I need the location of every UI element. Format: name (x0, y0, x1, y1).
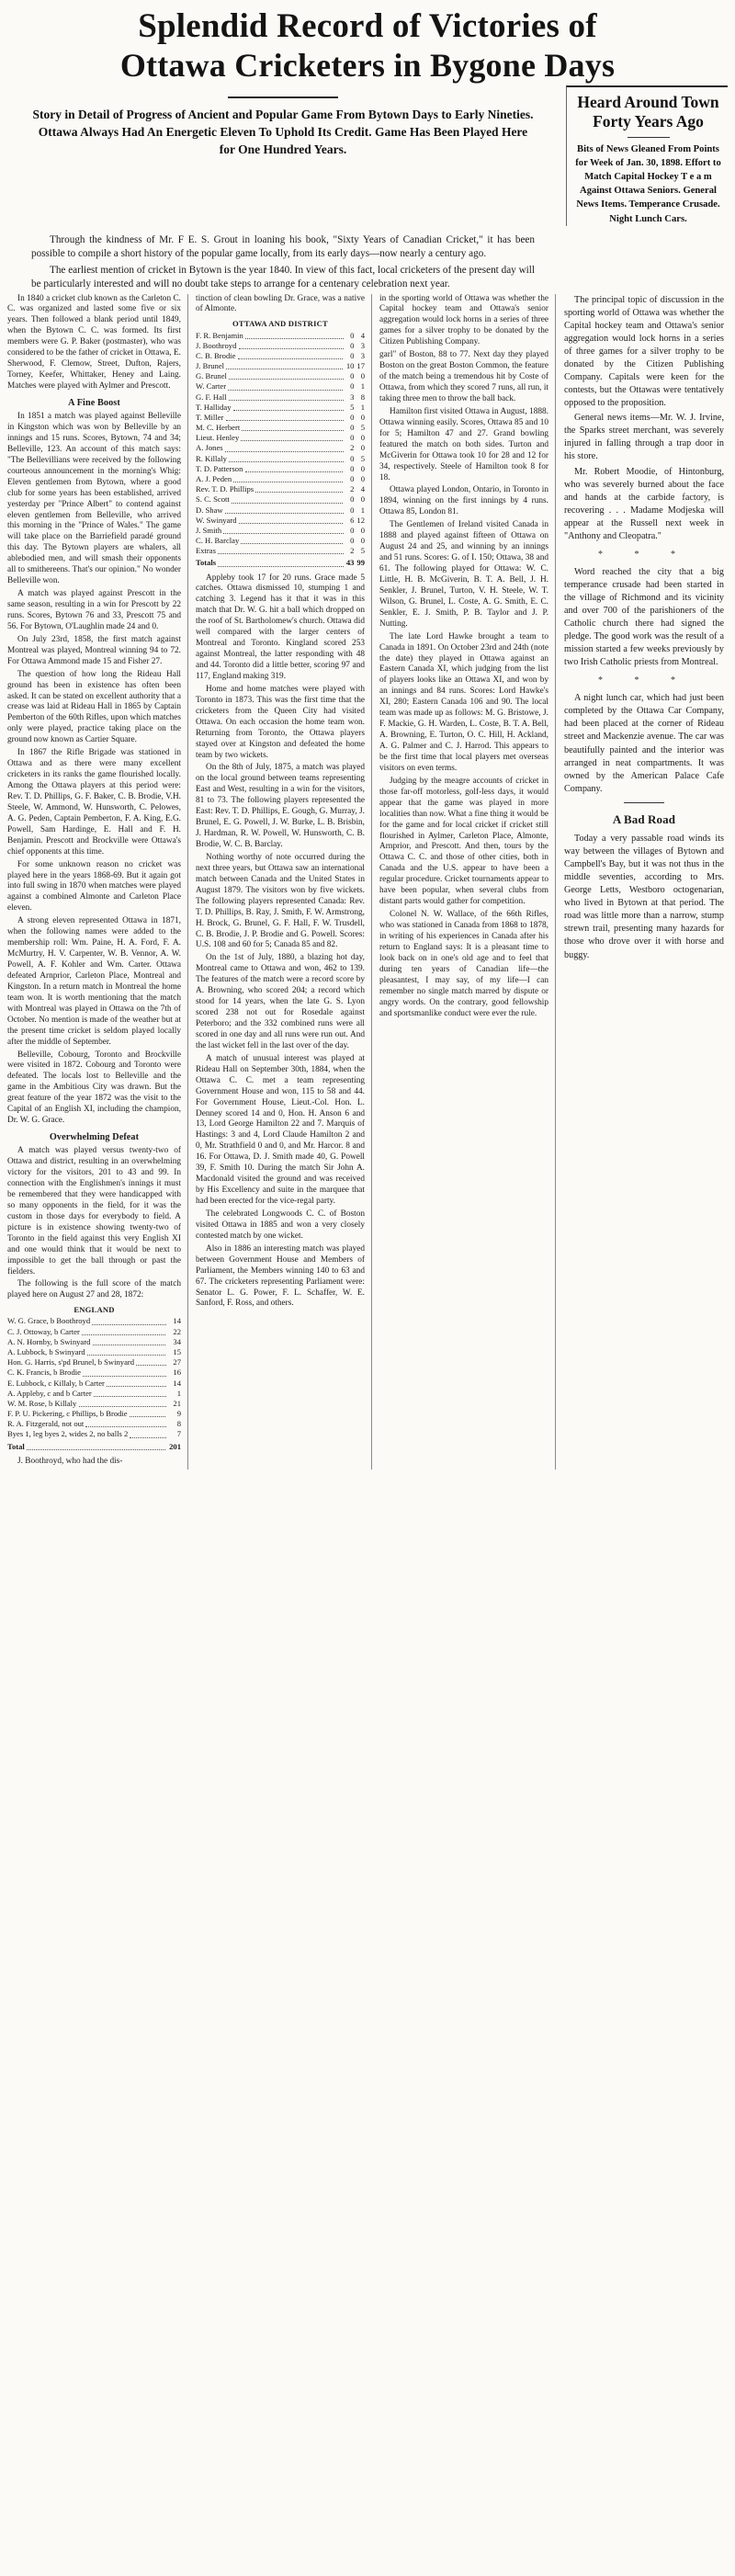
body-columns (0, 294, 735, 1479)
innings-1: 6 (350, 515, 355, 525)
c2-top-paragraph: tinction of clean bowling Dr. Grace, was a native of Almonte. (196, 293, 365, 314)
c1-para-1: In 1851 a match was played against Belleville in Kingston which was won by Belleville by an innings and 15 runs. Scores, Bytown, 74 and 34; Belleville, 123. An account of this match says: "The Bellevillians were received by the following courteous announcement in the morning's Whig: Eleven gentlemen from Bytown, where a good club for some years has been established, arrived yesterday per "Prince Albert" to contend against eleven gentlemen from Belleville, who arrived this morning in the "Prince of Wales." The game will take place on the Barriefield paradé ground this day. The Bytown players are whalers, all ablebodied men, and will smash their opponents all to smithereens. That's our opinion." No wonder Belleville won. (7, 412, 181, 586)
dot-leader (226, 420, 344, 421)
innings-1: 0 (350, 423, 355, 433)
c1-footer-paragraph: J. Boothroyd, who had the dis- (17, 1456, 123, 1466)
dot-leader (82, 1334, 166, 1335)
batsman-score: 16 (173, 1367, 181, 1378)
table-row-total (7, 1440, 181, 1452)
table-row (196, 403, 365, 413)
lead-block (7, 230, 559, 294)
page-headline (0, 0, 735, 85)
sidebar-para-2: General news items—Mr. W. J. Irvine, the Sparks street merchant, was severely injured in falling through a trap door in his store. (564, 413, 724, 462)
dot-leader (218, 566, 344, 567)
batsman-name: W. M. Rose, b Killaly (7, 1398, 77, 1408)
player-name: Lieut. Henley (196, 433, 240, 443)
innings-2: 3 (360, 340, 365, 350)
c1-para-3: On July 23rd, 1858, the first match against Montreal was played, Montreal winning 94 to 72. For Ottawa Ammond made 15 and Fisher 27. (7, 634, 181, 666)
innings-2: 5 (360, 423, 365, 433)
innings-2: 8 (360, 392, 365, 402)
column-two (187, 294, 371, 1470)
dot-leader (218, 553, 344, 554)
player-name: T. D. Patterson (196, 463, 243, 473)
ottawa-district-scorecard (196, 319, 365, 568)
dot-leader (225, 451, 344, 452)
c1-para-5: In 1867 the Rifle Brigade was stationed in Ottawa and as there were many excellent cricketers in its ranks the game flourished locally. Among the Ottawa players at this period were: Rev. T. D. Phillips, G. F. Baker, C. B. Brodie, V.H. Steele, W. Ammond, W. Hunsworth, C. Pelowes, A. G. Peden, Captain Pemberton, F. A. King, E.G. Powell, Sam Hardinge, E. Hall and F. H. Benjamin. Prescott and Brockville were Ottawa's chief opponents at this time. (7, 748, 181, 857)
england-scorecard-body (7, 1316, 181, 1451)
dot-leader (94, 1396, 166, 1397)
dot-leader (242, 430, 343, 431)
c2-scorecard-note: Appleby took 17 for 20 runs. Grace made 5 catches. Ottawa dismissed 10, stumping 1 and catching 3. Legend has it that it was in this match that Dr. W. G. hit a ball which dropped on the roof of St. Bartholomew's church. Ottawa did well compared with the larger centers of Montreal and Toronto. Kingland scored 253 against Montreal, the latter responding with 48 and 44. Toronto did a little better, scoring 97 and 117, England making 319. (196, 573, 365, 681)
sidebar-star-divider-2: * * * (598, 675, 690, 687)
dot-leader (255, 492, 344, 493)
table-row (7, 1379, 181, 1389)
innings-1: 2 (350, 546, 355, 556)
innings-2: 0 (360, 473, 365, 483)
sidebar-star-divider-1: * * * (598, 550, 690, 561)
table-row (7, 1367, 181, 1378)
player-name: A. J. Peden (196, 473, 232, 483)
table-row (196, 505, 365, 516)
table-row (196, 464, 365, 474)
player-name: F. R. Benjamin (196, 330, 243, 340)
sidebar-column (555, 294, 728, 1470)
player-name: J. Boothroyd (196, 340, 237, 350)
innings-2: 1 (360, 381, 365, 392)
extras-score: 7 (176, 1429, 181, 1439)
table-row (196, 526, 365, 536)
innings-1: 0 (350, 350, 355, 360)
batsman-name: R. A. Fitzgerald, not out (7, 1419, 85, 1429)
innings-1: 0 (350, 433, 355, 443)
table-row (7, 1419, 181, 1429)
table-row (196, 484, 365, 494)
divider-rule (228, 96, 338, 98)
dot-leader (136, 1365, 166, 1366)
england-scorecard (7, 1305, 181, 1451)
c1-para-6: For some unknown reason no cricket was played here in the years 1868-69. But it again got into full swing in 1870 when matches were played against a combined Almonte and Carleton Place eleven. (7, 859, 181, 914)
table-row (196, 443, 365, 453)
innings-2: 4 (360, 330, 365, 340)
total-innings-2: 99 (356, 558, 365, 568)
c1-para-7: A strong eleven represented Ottawa in 1871, when the following names were added to the membership roll: Wm. Paine, H. A. Ford, F. A. McMurtry, H. V. Carpenter, W. B. Vennor, A. W. Powell, A. F. Kohler and Wm. Carter. Ottawa defeated Arnprior, Carleton Place, Montreal and Kingston. In a return match in Montreal the home team won. It is worth mentioning that the match with Montreal was played in Ottawa on the 7th of October. No mention is made of the weather but at the present time cricket is seldom played locally after the middle of September. (7, 916, 181, 1047)
c2-para-3: Nothing worthy of note occurred during the next three years, but Ottawa saw an international match between Canada and the United States in August 1879. The visitors won by five wickets. The following players represented Canada: Rev. T. D. Phillips, B. Ray, J. Smith, F. W. Armstrong, H. Brock, G. Brunel, G. F. Hall, F. W. Trusdell, C. B. Brodie, J. P. Brodie and G. Powell. Scores: U.S. 108 and 60 for 5; Canada 85 and 82. (196, 852, 365, 950)
table-row (7, 1409, 181, 1419)
innings-1: 5 (350, 402, 355, 412)
batsman-name: A. Appleby, c and b Carter (7, 1388, 92, 1398)
total-score: 201 (169, 1441, 181, 1451)
batsman-score: 14 (173, 1316, 181, 1326)
dot-leader (79, 1406, 167, 1407)
c3-para-3: Hamilton first visited Ottawa in August, 1888. Ottawa winning easily. Scores, Ottawa 85 and 10 for 5; Hamilton 47 and 27. Grand bowling featured the match on both sides. Turton and McGiverin for Ottawa took 10 for 28 and 12 for 34, respectively. Steele of Hamilton took 8 for 18. (379, 406, 548, 482)
innings-1: 0 (350, 494, 355, 505)
c3-para-7: Judging by the meagre accounts of cricket in those far-off motorless, golf-less days, it would appear that the game was played in more localities than now. What a fine thing it would be for the game and for local cricket if cricket still flourished in Aylmer, Carleton Place, Almonte, Arnprior, and Prescott. And then, tours by the Ottawa C. C. and those of other cities, both in Canada and the U.S. appear to have been a regular procedure. Cricket tournaments appear to have been popular, when several clubs from distant parts would gather for competition. (379, 776, 548, 907)
c2-para-4: On the 1st of July, 1880, a blazing hot day, Montreal came to Ottawa and won, 462 to 139. The features of the match were a record score by A. Browning, who scored 204; a record which stood for 14 years, when the late G. S. Lyon scored 238 not out for Rosedale against Peterboro; and the 332 combined runs were all scored in one day and all runs were run out. And the last wicket fell in the last over of the day. (196, 953, 365, 1050)
dot-leader (107, 1386, 166, 1387)
dot-leader (239, 348, 344, 349)
batsman-name: A. N. Hornby, b Swinyard (7, 1336, 91, 1346)
batsman-name: F. P. U. Pickering, c Phillips, b Brodie (7, 1409, 128, 1419)
innings-2: 1 (360, 505, 365, 515)
innings-2: 0 (360, 443, 365, 453)
player-name: W. Swinyard (196, 515, 237, 525)
c1-para-11: The following is the full score of the match played here on August 27 and 28, 1872: (7, 1279, 181, 1300)
player-name: W. Carter (196, 381, 227, 392)
sidebar-subhead-bad-road: A Bad Road (612, 811, 676, 826)
c3-para-6: The late Lord Hawke brought a team to Canada in 1891. On October 23rd and 24th (note the date) they played in Ottawa against an Eastern Canada XI, which judging from the list of players looks like an Ottawa XI, and won by an innings and 84 runs. Scores: Lord Hawke's XI, 280; Eastern Canada 106 and 90. The local team was made up as follows: M. G. Bristowe, J. F. Mackie, G. H. Warden, L. Coste, B. T. A. Bell, A. Browning, E. Turton, O. C. Hill, H. Ackland, A. G. Palmer and C. J. Harrod. This appears to be the first time that local players met overseas visitors on even terms. (379, 631, 548, 773)
sidebar-title-line-2: Forty Years Ago (593, 112, 704, 131)
table-row (196, 341, 365, 351)
player-name: J. Smith (196, 525, 222, 535)
table-row (196, 546, 365, 556)
sidebar-section-rule (624, 802, 664, 803)
dot-leader (233, 410, 344, 411)
deck-text: Story in Detail of Progress of Ancient and Popular Game From Bytown Days to Early Nineties. Ottawa Always Had An Energetic Eleven To Uphold Its Credit. Game Has Been Played Here for One Hundred Years. (32, 107, 534, 156)
innings-1: 2 (350, 484, 355, 494)
table-row-total (196, 556, 365, 568)
table-row (7, 1347, 181, 1357)
table-row (7, 1337, 181, 1347)
table-row (196, 454, 365, 464)
c1-para-4: The question of how long the Rideau Hall ground has been in existence has often been asked. It can be stated on excellent authority that a crease was laid at Rideau Hall in 1865 by Captain Pemberton of the 60th Rifles, upon which matches only were played, practice taking place on the ground now known as Cartier Square. (7, 669, 181, 745)
sidebar-title-line-1: Heard Around Town (577, 92, 719, 111)
innings-1: 0 (350, 505, 355, 515)
article-deck (7, 85, 559, 164)
c3-para-4: Ottawa played London, Ontario, in Toronto in 1894, winning on the first innings by 4 runs. Ottawa 85, London 81. (379, 485, 548, 517)
innings-1: 2 (350, 443, 355, 453)
c2-para-6: The celebrated Longwoods C. C. of Boston visited Ottawa in 1885 and won a very closely contested match by one wicket. (196, 1209, 365, 1241)
c1-subhead-fine-boost: A Fine Boost (68, 397, 120, 408)
sidebar-masthead (566, 85, 728, 226)
table-row (196, 474, 365, 484)
innings-1: 10 (345, 361, 355, 371)
innings-2: 5 (360, 546, 365, 556)
player-name: M. C. Herbert (196, 423, 241, 433)
headline-line-2: Ottawa Cricketers in Bygone Days (119, 46, 616, 84)
headline-line-1: Splendid Record of Victories of (138, 7, 597, 45)
player-name: T. Miller (196, 412, 224, 422)
dot-leader (241, 543, 343, 544)
sidebar-para-1: The principal topic of discussion in the sporting world of Ottawa was whether the Capital hockey team and Ottawa's senior aggregation would lock horns in a series of three games for a silver trophy to be donated by the Citizen Publishing Company. Capitals were keen for the contests, but the Ottawas were tentatively opposed to the proposition. (564, 294, 724, 409)
lead-paragraph-2: The earliest mention of cricket in Bytown is the year 1840. In view of this fact, local cricketers of the present day will be particularly interested and will no doubt take steps to arrange for a centenary celebration next year. (31, 264, 535, 289)
lead-row (0, 230, 735, 294)
column-three (371, 294, 555, 1470)
dot-leader (130, 1437, 166, 1438)
c1-subhead-overwhelming-defeat: Overwhelming Defeat (49, 1132, 140, 1143)
c2-para-5: A match of unusual interest was played at Rideau Hall on September 30th, 1884, when the Ottawa C. C. met a team representing Government House and won, 115 to 58 and 44. For Government House, Lieut.-Col. Hon. L. Denney scored 14 and 0, Hon. H. Anson 6 and 13, Lord George Hamilton 22 and 7. Marquis of Hastings: 3 and 4, Lord Claude Hamilton 2 and 0, Mr. Strathfield 0 and 0, and Mr. Harcor. 8 and 16. For Ottawa, D. J. Smith made 40, G. Powell 39, F. Smith 10. During the match Sir John A. Macdonald visited the ground and was received by His Excellency and suite in the marquee that had been erected for the vice-regal party. (196, 1053, 365, 1207)
innings-2: 1 (360, 402, 365, 412)
sidebar-para-3: Mr. Robert Moodie, of Hintonburg, who was severely burned about the face and hands at the carbide factory, is recovering . . . Madame Modjeska will appear at the Russell next week in "Anthony and Cleopatra." (564, 466, 724, 541)
england-scorecard-title: ENGLAND (74, 1305, 115, 1315)
batsman-name: E. Lubbock, c Killaly, b Carter (7, 1378, 105, 1388)
dot-leader (229, 461, 344, 462)
total-innings-1: 43 (345, 558, 355, 568)
table-row (196, 536, 365, 546)
totals-label: Totals (196, 558, 217, 568)
player-name: A. Jones (196, 443, 223, 453)
table-row (196, 516, 365, 526)
innings-1: 0 (350, 473, 355, 483)
innings-2: 17 (356, 361, 365, 371)
table-row (196, 494, 365, 505)
sidebar-deck: Bits of News Gleaned From Points for Week of Jan. 30, 1898. Effort to Match Capital Hockey T e a m Against Ottawa Seniors. General News Items. Temperance Crusade. Night Lunch Cars. (575, 144, 721, 224)
player-name: T. Halliday (196, 402, 232, 412)
innings-2: 12 (356, 515, 365, 525)
table-row (7, 1316, 181, 1326)
table-row (196, 392, 365, 403)
c3-para-1: in the sporting world of Ottawa was whether the Capital hockey team and Ottawa's senior aggregation would lock horns in a series of three games for a silver trophy to be donated by the Citizen Publishing Company. (379, 293, 548, 347)
dot-leader (238, 358, 344, 359)
dot-leader (229, 400, 344, 401)
batsman-name: C. K. Francis, b Brodie (7, 1367, 81, 1378)
table-row (196, 361, 365, 371)
dot-leader (87, 1355, 166, 1356)
dot-leader (228, 390, 344, 391)
player-name: C. B. Brodie (196, 350, 236, 360)
innings-1: 0 (350, 536, 355, 546)
c2-para-7: Also in 1886 an interesting match was played between Government House and Members of Parliament, the Members winning 140 to 63 and 67. The cricketers representing Parliament were: Senator L. G. Power, F. L. Schaffer, W. E. Sanford, F. Ross, and others. (196, 1243, 365, 1309)
batsman-score: 21 (173, 1398, 181, 1408)
c1-para-2: A match was played against Prescott in the same season, resulting in a win for Prescott by 22 runs. Scores, Bytown 76 and 33, Prescott 75 and 56. For Bytown, O'Laughlin made 24 and 0. (7, 589, 181, 631)
table-row (7, 1399, 181, 1409)
table-row (7, 1357, 181, 1367)
table-row (196, 413, 365, 423)
innings-2: 4 (360, 484, 365, 494)
batsman-score: 15 (173, 1347, 181, 1356)
table-row (7, 1389, 181, 1399)
sidebar-middle-para-2: A night lunch car, which had just been completed by the Ottawa Car Company, had been placed at the corner of Rideau street and Mackenzie avenue. The car was beautifully painted and the interior was arranged in neat compartments. It was owned by the American Palace Cafe Company. (564, 693, 724, 794)
dot-leader (241, 440, 343, 441)
extras-label: Extras (196, 546, 216, 556)
batsman-score: 9 (176, 1409, 181, 1419)
c1-para-10: A match was played versus twenty-two of Ottawa and district, resulting in an overwhelming victory for the visitors, 201 to 43 and 99. In connection with the Englishmen's innings it must be remembered that they were handicapped with so many opponents in the field, for it was the custom in those days for everybody to field. A picture is in existence showing twenty-two of Toronto in the field against this very English XI and one would think that it would be next to impossible to get the ball through or past the fielders. (7, 1146, 181, 1277)
dot-leader (229, 379, 344, 380)
batsman-score: 22 (173, 1326, 181, 1336)
player-name: Rev. T. D. Phillips (196, 484, 254, 494)
c3-para-2: garl" of Boston, 88 to 77. Next day they played Boston on the great Boston Common, the feature of the match being a tremendous hit by Coste of Ottawa, from which they scored 7 runs, all run, it taking three men to throw the ball back. (379, 350, 548, 403)
batsman-score: 27 (173, 1357, 181, 1367)
c2-para-2: On the 8th of July, 1875, a match was played on the local ground between teams representing East and West, resulting in a win for the visitors, 81 to 73. The following players represented the East: Rev. T. D. Phillips, E. Gough, G. Murray, J. Brunel, E. G. Powell, J. W. Burke, L. B. Brisbin, J. Hardman, R. W. Powell, W. Hunsworth, C. B. Brodie, W. C. B. Barclay. (196, 763, 365, 850)
innings-2: 0 (360, 463, 365, 473)
player-name: J. Brunel (196, 361, 225, 371)
lead-spacer (566, 230, 728, 294)
player-name: G. Brunel (196, 371, 227, 381)
table-row (196, 381, 365, 392)
deck-row (0, 85, 735, 226)
innings-1: 0 (350, 525, 355, 535)
total-label: Total (7, 1441, 25, 1451)
player-name: D. Shaw (196, 505, 223, 515)
innings-1: 0 (350, 381, 355, 392)
ottawa-scorecard-title: OTTAWA AND DISTRICT (232, 319, 328, 329)
table-row (196, 351, 365, 361)
ottawa-scorecard-body (196, 331, 365, 569)
innings-1: 0 (350, 412, 355, 422)
table-row (196, 423, 365, 433)
table-row (196, 331, 365, 341)
extras-label: Byes 1, leg byes 2, wides 2, no balls 2 (7, 1429, 129, 1439)
england-scorecard-table (7, 1316, 181, 1451)
sidebar-middle-para-1: Word reached the city that a big temperance crusade had been started in the village of Richmond and its vicinity and over 700 of the parishioners of the Catholic church there had signed the pledge. The good work was the result of a mission started a few weeks previously by two Irish Catholic priests from Montreal. (564, 566, 724, 668)
player-name: G. F. Hall (196, 392, 227, 402)
innings-1: 0 (350, 453, 355, 463)
batsman-name: A. Lubbock, b Swinyard (7, 1347, 85, 1356)
innings-2: 0 (360, 433, 365, 443)
player-name: C. H. Barclay (196, 536, 240, 546)
batsman-name: W. G. Grace, b Boothroyd (7, 1316, 91, 1326)
column-one (7, 294, 187, 1470)
innings-2: 0 (360, 536, 365, 546)
batsman-score: 34 (173, 1336, 181, 1346)
innings-1: 0 (350, 463, 355, 473)
batsman-score: 1 (176, 1388, 181, 1398)
innings-2: 0 (360, 494, 365, 505)
c1-para-8: Belleville, Cobourg, Toronto and Brockville were visited in 1872. Cobourg and Toronto were defeated. The locals lost to Belleville and the game in the Ambitious City was drawn. But the great feature of the year 1872 was the visit to the Capital of an English XI, including the champion, Dr. W. G. Grace. (7, 1050, 181, 1126)
table-row (7, 1429, 181, 1439)
dot-leader (27, 1449, 166, 1450)
c1-para-intro: In 1840 a cricket club known as the Carleton C. C. was organized and lasted some five or six years. Then followed a blank period until 1849, when the Bytown C. C. was formed. Its first members were G. P. Baker (postmaster), who was considered to be the father of cricket in Ottawa, E. Sherwood, F. Clemow, Street, Dufton, Rajers, Torney, Keefer, Whittaker, Heney and Laing. Matches were played with Aylmer and Prescott. (7, 293, 181, 392)
innings-2: 0 (360, 412, 365, 422)
innings-2: 0 (360, 371, 365, 381)
innings-1: 3 (350, 392, 355, 402)
batsman-score: 14 (173, 1378, 181, 1388)
batsman-name: C. J. Ottoway, b Carter (7, 1326, 80, 1336)
batsman-score: 8 (176, 1419, 181, 1429)
dot-leader (85, 1426, 166, 1427)
table-row (196, 371, 365, 381)
player-name: R. Killaly (196, 453, 227, 463)
table-row (196, 433, 365, 443)
sidebar-title (572, 93, 724, 132)
sidebar-divider (628, 137, 670, 138)
c3-para-5: The Gentlemen of Ireland visited Canada in 1888 and played against fifteen of Ottawa on August 24 and 25, and winning by an innings and 51 runs. Scores: G. of I. 150; Ottawa, 38 and 61. The following played for Ottawa: W. C. Little, H. B. McGiverin, B. T. A. Bell, J. H. Senkler, J. Brunel, Turton, V. H. Steele, W. T. Wilson, G. Brunel, L. Coste, A. G. Smith, E. C. Senkler, E. J. Smith, P. B. Taylor and J. P. Nutting. (379, 520, 548, 629)
dot-leader (225, 513, 344, 514)
dot-leader (83, 1376, 166, 1377)
dot-leader (245, 471, 344, 472)
batsman-name: Hon. G. Harris, s'pd Brunel, b Swinyard (7, 1357, 135, 1367)
player-name: S. C. Scott (196, 494, 230, 505)
dot-leader (245, 338, 344, 339)
dot-leader (239, 523, 344, 524)
lead-paragraph-1: Through the kindness of Mr. F E. S. Grout in loaning his book, "Sixty Years of Canadian Cricket," it has been possible to compile a short history of the popular game locally, from its early days—now nearly a century ago. (31, 233, 535, 259)
innings-1: 0 (350, 330, 355, 340)
dot-leader (223, 533, 343, 534)
dot-leader (92, 1324, 166, 1325)
c3-para-8: Colonel N. W. Wallace, of the 66th Rifles, who was stationed in Canada from 1868 to 1878, in writing of his experiences in Canada after his return to England says: It is a pleasant time to look back on in one's old age and to feel that during ten years of Canadian life—the pleasantest, I may say, of my life—I can remember no single match marred by dispute or angry words. On the contrary, good fellowship and sportsmanlike conduct were ever the rule. (379, 910, 548, 1018)
c2-para-1: Home and home matches were played with Toronto in 1873. This was the first time that the cricketers from the Queen City had visited Ottawa. On each occasion the home team won. Returning from Toronto, the Ottawa players stayed over at Kingston and defeated the home team by two wickets. (196, 684, 365, 760)
innings-1: 0 (350, 340, 355, 350)
sidebar-section-para-1: Today a very passable road winds its way between the villages of Bytown and Campbell's Bay, but it was not thus in the middle seventies, according to Mrs. George Letts, Westboro octogenarian, who lived in Bytown at that period. The road was little more than a narrow, stump strewn trail, presenting many hazards for those who drove over it with horse and buggy. (564, 833, 724, 960)
innings-2: 3 (360, 350, 365, 360)
ottawa-scorecard-table (196, 331, 365, 569)
innings-1: 0 (350, 371, 355, 381)
table-row (7, 1327, 181, 1337)
innings-2: 5 (360, 453, 365, 463)
dot-leader (130, 1416, 166, 1417)
innings-2: 0 (360, 525, 365, 535)
dot-leader (232, 503, 344, 504)
